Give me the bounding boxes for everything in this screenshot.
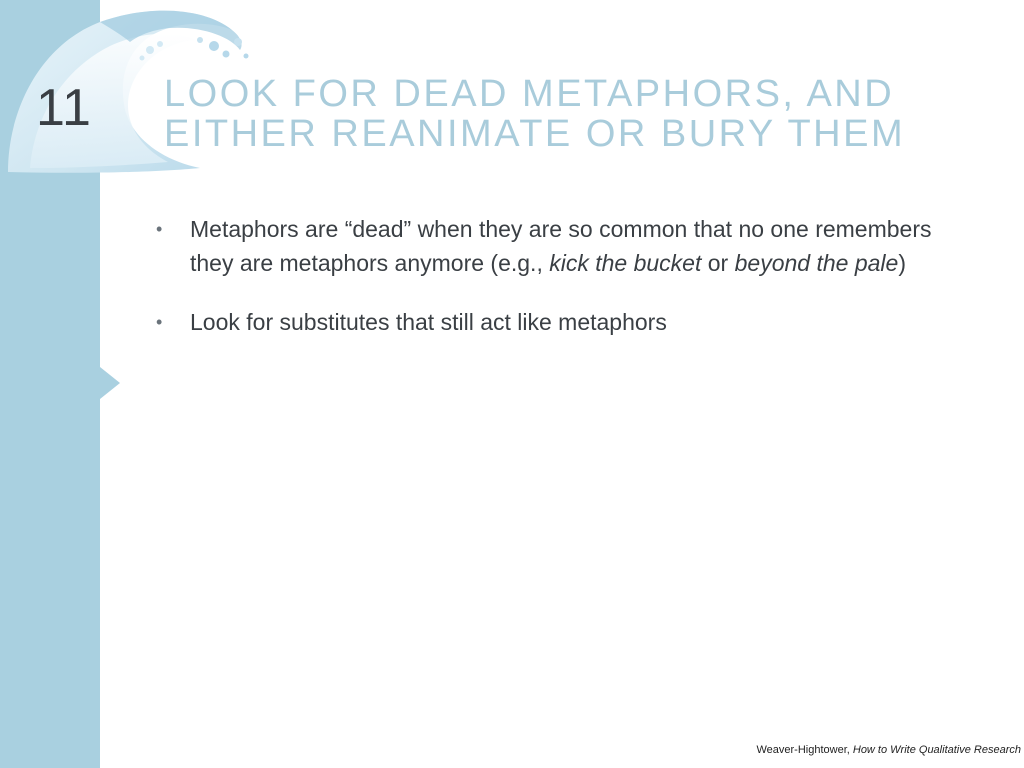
bullet-text: Look for substitutes that still act like metaphors bbox=[190, 309, 667, 335]
bullet-list bbox=[156, 212, 956, 339]
bullet-text: ) bbox=[898, 250, 906, 276]
bullet-italic: beyond the pale bbox=[734, 250, 899, 276]
list-item bbox=[156, 212, 956, 280]
bullet-text: or bbox=[701, 250, 735, 276]
bullet-text: Metaphors are “dead” when they are so common that no one remembers they are metaphors anymore (e.g., bbox=[190, 216, 932, 276]
sidebar-notch bbox=[100, 367, 120, 399]
slide-title-line-2: EITHER REANIMATE OR BURY THEM bbox=[164, 113, 906, 155]
slide-title bbox=[164, 74, 984, 154]
footer-citation bbox=[756, 744, 1021, 756]
slide-title-line-1: LOOK FOR DEAD METAPHORS, AND bbox=[164, 73, 895, 115]
footer-author: Weaver-Hightower, bbox=[756, 744, 853, 756]
bullet-italic: kick the bucket bbox=[549, 250, 702, 276]
footer-book-title: How to Write Qualitative Research bbox=[852, 744, 1021, 756]
bullet-dot-icon: • bbox=[156, 312, 163, 332]
bullet-dot-icon: • bbox=[156, 219, 163, 239]
slide-number: 11 bbox=[36, 79, 92, 137]
list-item bbox=[156, 305, 956, 339]
